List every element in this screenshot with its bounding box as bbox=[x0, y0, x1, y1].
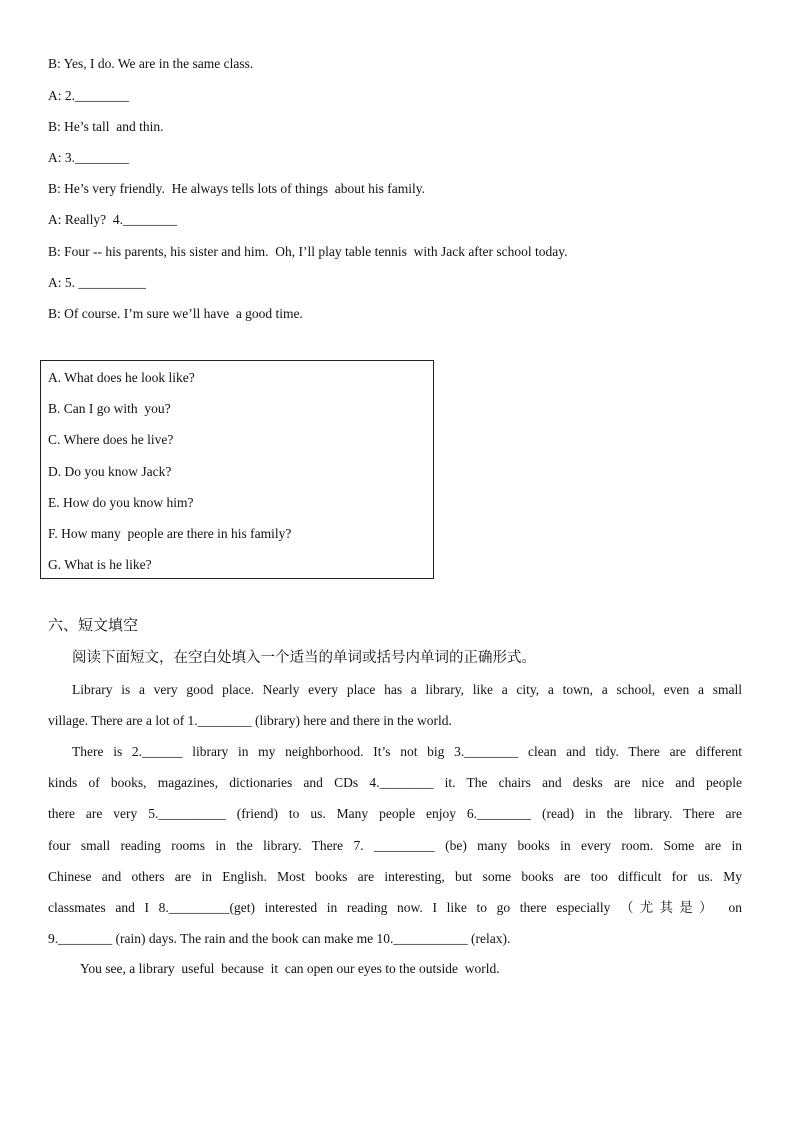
option-item: G. What is he like? bbox=[48, 557, 152, 572]
option-item: F. How many people are there in his family? bbox=[48, 526, 292, 541]
dialogue-line: A: 3.________ bbox=[48, 150, 129, 165]
option-item: B. Can I go with you? bbox=[48, 401, 171, 416]
section-heading: 六、短文填空 bbox=[48, 618, 139, 634]
passage-line: kinds of books, magazines, dictionaries and CDs 4.________ it. The chairs and desks are nice and people bbox=[48, 775, 742, 790]
option-item: A. What does he look like? bbox=[48, 370, 195, 385]
dialogue-line: B: Of course. I’m sure we’ll have a good time. bbox=[48, 306, 303, 321]
dialogue-line: A: 5. __________ bbox=[48, 275, 146, 290]
section-instruction: 阅读下面短文，在空白处填入一个适当的单词或括号内单词的正确形式。 bbox=[72, 650, 536, 666]
option-item: C. Where does he live? bbox=[48, 432, 174, 447]
passage-line: there are very 5.__________ (friend) to us. Many people enjoy 6.________ (read) in the library. There are bbox=[48, 806, 742, 821]
closing-line: You see, a library useful because it can open our eyes to the outside world. bbox=[80, 961, 500, 976]
passage-line: There is 2.______ library in my neighborhood. It’s not big 3.________ clean and tidy. There are different bbox=[72, 744, 742, 759]
dialogue-line: A: Really? 4.________ bbox=[48, 212, 177, 227]
option-item: D. Do you know Jack? bbox=[48, 464, 172, 479]
passage-line: four small reading rooms in the library. There 7. _________ (be) many books in every room. Some are in bbox=[48, 838, 742, 853]
dialogue-line: B: He’s very friendly. He always tells lots of things about his family. bbox=[48, 181, 425, 196]
passage-line: 9.________ (rain) days. The rain and the book can make me 10.___________ (relax). bbox=[48, 931, 511, 946]
dialogue-line: B: He’s tall and thin. bbox=[48, 119, 164, 134]
options-box bbox=[40, 360, 434, 579]
dialogue-line: A: 2.________ bbox=[48, 88, 129, 103]
dialogue-line: B: Yes, I do. We are in the same class. bbox=[48, 56, 254, 71]
dialogue-line: B: Four -- his parents, his sister and him. Oh, I’ll play table tennis with Jack after school today. bbox=[48, 244, 568, 259]
option-item: E. How do you know him? bbox=[48, 495, 194, 510]
passage-line: Chinese and others are in English. Most books are interesting, but some books are too difficult for us. My bbox=[48, 869, 742, 884]
passage-line: Library is a very good place. Nearly every place has a library, like a city, a town, a school, even a small bbox=[72, 682, 742, 697]
passage-line: classmates and I 8._________(get) interested in reading now. I like to go there especially （尤其是） on bbox=[48, 900, 742, 915]
passage-line: village. There are a lot of 1.________ (library) here and there in the world. bbox=[48, 713, 452, 728]
